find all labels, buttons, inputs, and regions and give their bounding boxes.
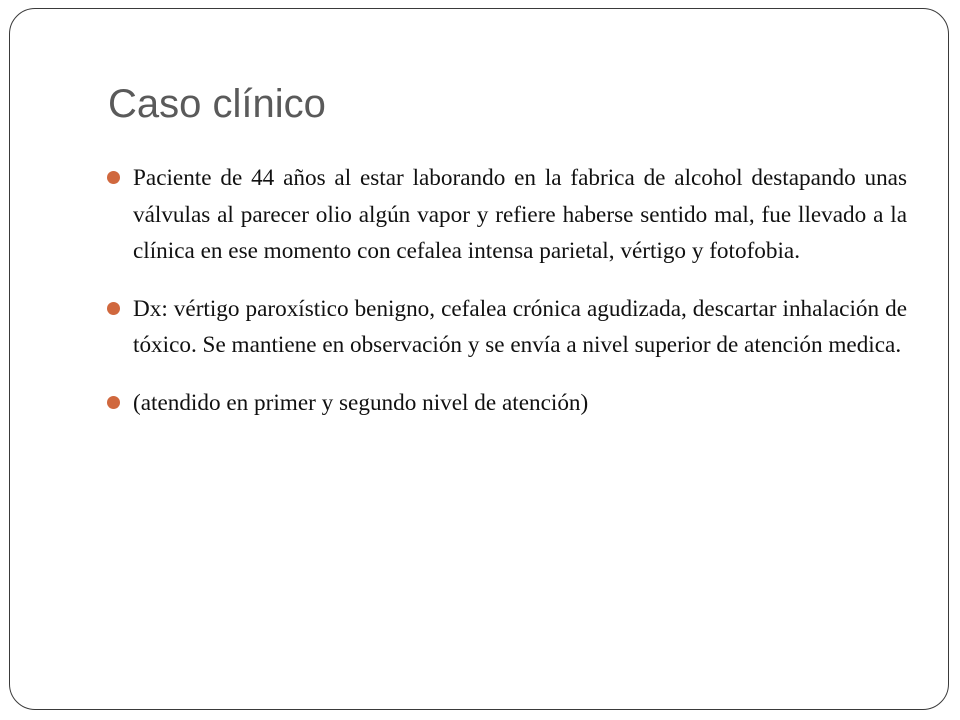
bullet-dot-icon: [107, 396, 120, 409]
bullet-text: Dx: vértigo paroxístico benigno, cefalea crónica agudizada, descartar inhalación de tóxico. Se mantiene en observación y se envía a nivel superior de atención medica.: [133, 295, 907, 358]
bullet-dot-icon: [107, 171, 120, 184]
bullet-list: [107, 160, 907, 442]
bullet-text: Paciente de 44 años al estar laborando en la fabrica de alcohol destapando unas válvulas al parecer olio algún vapor y refiere haberse sentido mal, fue llevado a la clínica en ese momento con cefalea intensa parietal, vértigo y fotofobia.: [133, 165, 907, 264]
bullet-dot-icon: [107, 302, 120, 315]
slide-title: Caso clínico: [108, 82, 326, 126]
bullet-item-diagnosis: [107, 291, 907, 364]
bullet-item-care-level: [107, 385, 907, 422]
bullet-text: (atendido en primer y segundo nivel de atención): [133, 389, 589, 416]
bullet-item-case-description: [107, 160, 907, 270]
